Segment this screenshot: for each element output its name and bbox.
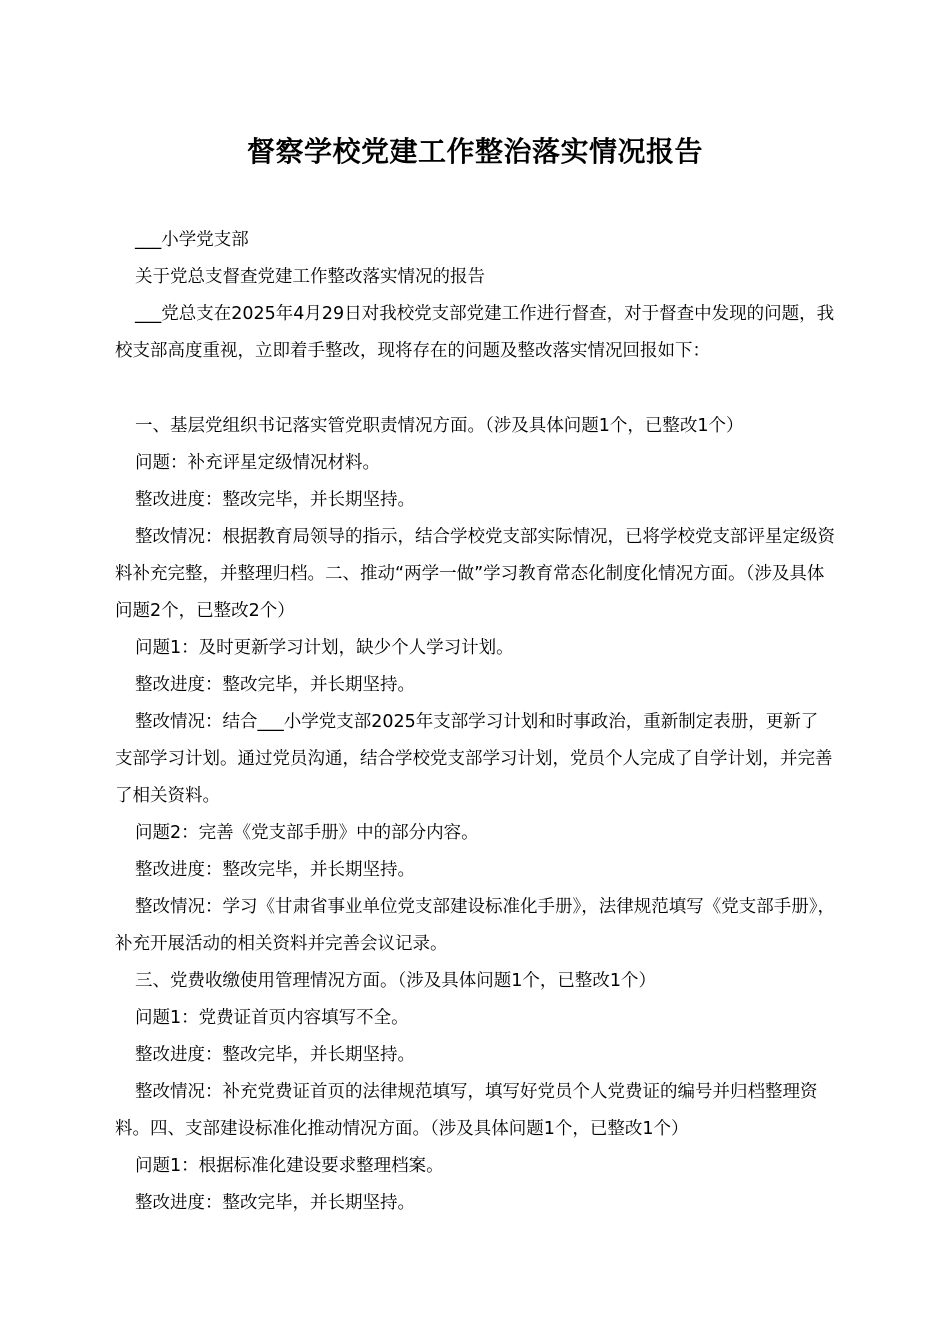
paragraph-issue: 问题1：根据标准化建设要求整理档案。: [135, 1156, 444, 1176]
paragraph-status: 整改情况：根据教育局领导的指示，结合学校党支部实际情况，已将学校党支部评星定级资料补充完整，并整理归档。二、推动“两学一做”学习教育常态化制度化情况方面。（涉及具体问题2个，已整改2个）: [115, 527, 835, 621]
paragraph-progress: 整改进度：整改完毕，并长期坚持。: [135, 490, 415, 510]
paragraph-status: 整改情况：学习《甘肃省事业单位党支部建设标准化手册》，法律规范填写《党支部手册》，补充开展活动的相关资料并完善会议记录。: [115, 897, 835, 954]
paragraph-spacer: [115, 370, 835, 408]
paragraph-status: 整改情况：补充党费证首页的法律规范填写，填写好党员个人党费证的编号并归档整理资料。四、支部建设标准化推动情况方面。（涉及具体问题1个，已整改1个）: [115, 1082, 818, 1139]
paragraph-progress: 整改进度：整改完毕，并长期坚持。: [135, 675, 415, 695]
paragraph-intro: ___党总支在2025年4月29日对我校党支部党建工作进行督查，对于督查中发现的问题，我校支部高度重视，立即着手整改，现将存在的问题及整改落实情况回报如下：: [115, 304, 835, 361]
paragraph-progress: 整改进度：整改完毕，并长期坚持。: [135, 860, 415, 880]
paragraph-issue: 问题2：完善《党支部手册》中的部分内容。: [135, 823, 479, 843]
paragraph-issue: 问题1：党费证首页内容填写不全。: [135, 1008, 409, 1028]
paragraph-progress: 整改进度：整改完毕，并长期坚持。: [135, 1193, 415, 1213]
paragraph-status: 整改情况：结合___小学党支部2025年支部学习计划和时事政治，重新制定表册，更新了支部学习计划。通过党员沟通，结合学校党支部学习计划，党员个人完成了自学计划，并完善了相关资料。: [115, 712, 833, 806]
section-heading-1: 一、基层党组织书记落实管党职责情况方面。（涉及具体问题1个，已整改1个）: [135, 416, 744, 436]
document-title: 督察学校党建工作整治落实情况报告: [246, 135, 703, 168]
section-heading-3: 三、党费收缴使用管理情况方面。（涉及具体问题1个，已整改1个）: [135, 971, 657, 991]
paragraph-issue: 问题1：及时更新学习计划，缺少个人学习计划。: [135, 638, 514, 658]
paragraph-addressee: ___小学党支部: [135, 230, 249, 250]
paragraph-issue: 问题：补充评星定级情况材料。: [135, 453, 380, 473]
paragraph-progress: 整改进度：整改完毕，并长期坚持。: [135, 1045, 415, 1065]
paragraph-subject: 关于党总支督查党建工作整改落实情况的报告: [135, 267, 485, 287]
document-body: [115, 222, 835, 1222]
